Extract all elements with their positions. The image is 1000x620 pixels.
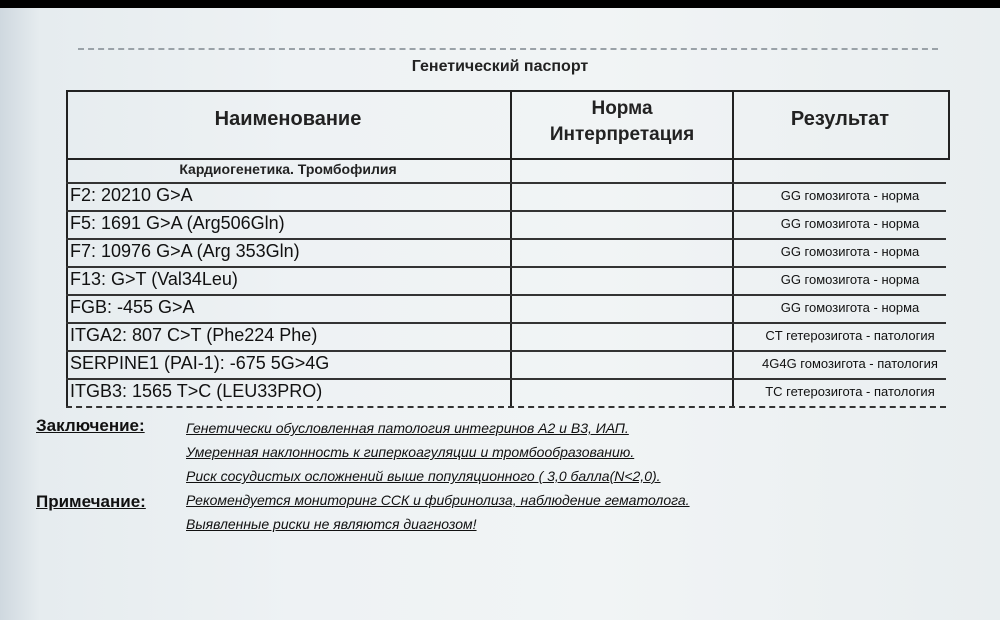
row-divider [66, 266, 946, 268]
note-label: Примечание: [36, 492, 146, 511]
gene-marker: ITGA2: 807 C>T (Phe224 Phe) [70, 325, 318, 345]
gene-marker: ITGB3: 1565 T>C (LEU33PRO) [70, 381, 323, 401]
row-divider [66, 350, 946, 352]
row-divider [66, 182, 946, 184]
gene-marker: F13: G>T (Val34Leu) [70, 269, 238, 289]
gene-marker: F5: 1691 G>A (Arg506Gln) [70, 213, 285, 233]
genotype-result: GG гомозигота - норма [780, 272, 920, 287]
genotype-result: TC гетерозигота - патология [765, 384, 935, 399]
document-title: Генетический паспорт [411, 58, 589, 75]
column-header-name: Наименование [214, 108, 362, 130]
row-divider [66, 406, 946, 408]
row-divider [66, 378, 946, 380]
row-divider [66, 322, 946, 324]
gene-marker: F2: 20210 G>A [70, 185, 193, 205]
conclusion-line: Генетически обусловленная патология интегринов А2 и В3, ИАП. [186, 420, 629, 436]
row-divider [66, 210, 946, 212]
section-heading: Кардиогенетика. Тромбофилия [179, 161, 397, 177]
genotype-result: GG гомозигота - норма [780, 244, 920, 259]
genotype-result: 4G4G гомозигота - патология [762, 356, 938, 371]
note-line: Выявленные риски не являются диагнозом! [186, 516, 477, 532]
column-divider [732, 90, 734, 408]
conclusion-label: Заключение: [36, 416, 145, 435]
document-paper [0, 8, 1000, 620]
conclusion-line: Риск сосудистых осложнений выше популяционного ( 3,0 балла(N<2,0). [186, 468, 661, 484]
genotype-result: GG гомозигота - норма [780, 216, 920, 231]
column-header-interpretation: Интерпретация [549, 124, 695, 145]
row-divider [66, 294, 946, 296]
column-header-result: Результат [790, 108, 890, 130]
genotype-result: GG гомозигота - норма [780, 300, 920, 315]
note-line: Рекомендуется мониторинг ССК и фибринолиза, наблюдение гематолога. [186, 492, 690, 508]
genotype-result: CT гетерозигота - патология [765, 328, 935, 343]
dashed-divider [78, 48, 938, 50]
genotype-result: GG гомозигота - норма [780, 188, 920, 203]
column-header-norm: Норма [591, 98, 653, 119]
gene-marker: SERPINE1 (PAI-1): -675 5G>4G [70, 353, 330, 373]
row-divider [66, 238, 946, 240]
gene-marker: FGB: -455 G>A [70, 297, 195, 317]
conclusion-line: Умеренная наклонность к гиперкоагуляции и тромбообразованию. [186, 444, 635, 460]
table-left-border [66, 90, 68, 408]
gene-marker: F7: 10976 G>A (Arg 353Gln) [70, 241, 300, 261]
